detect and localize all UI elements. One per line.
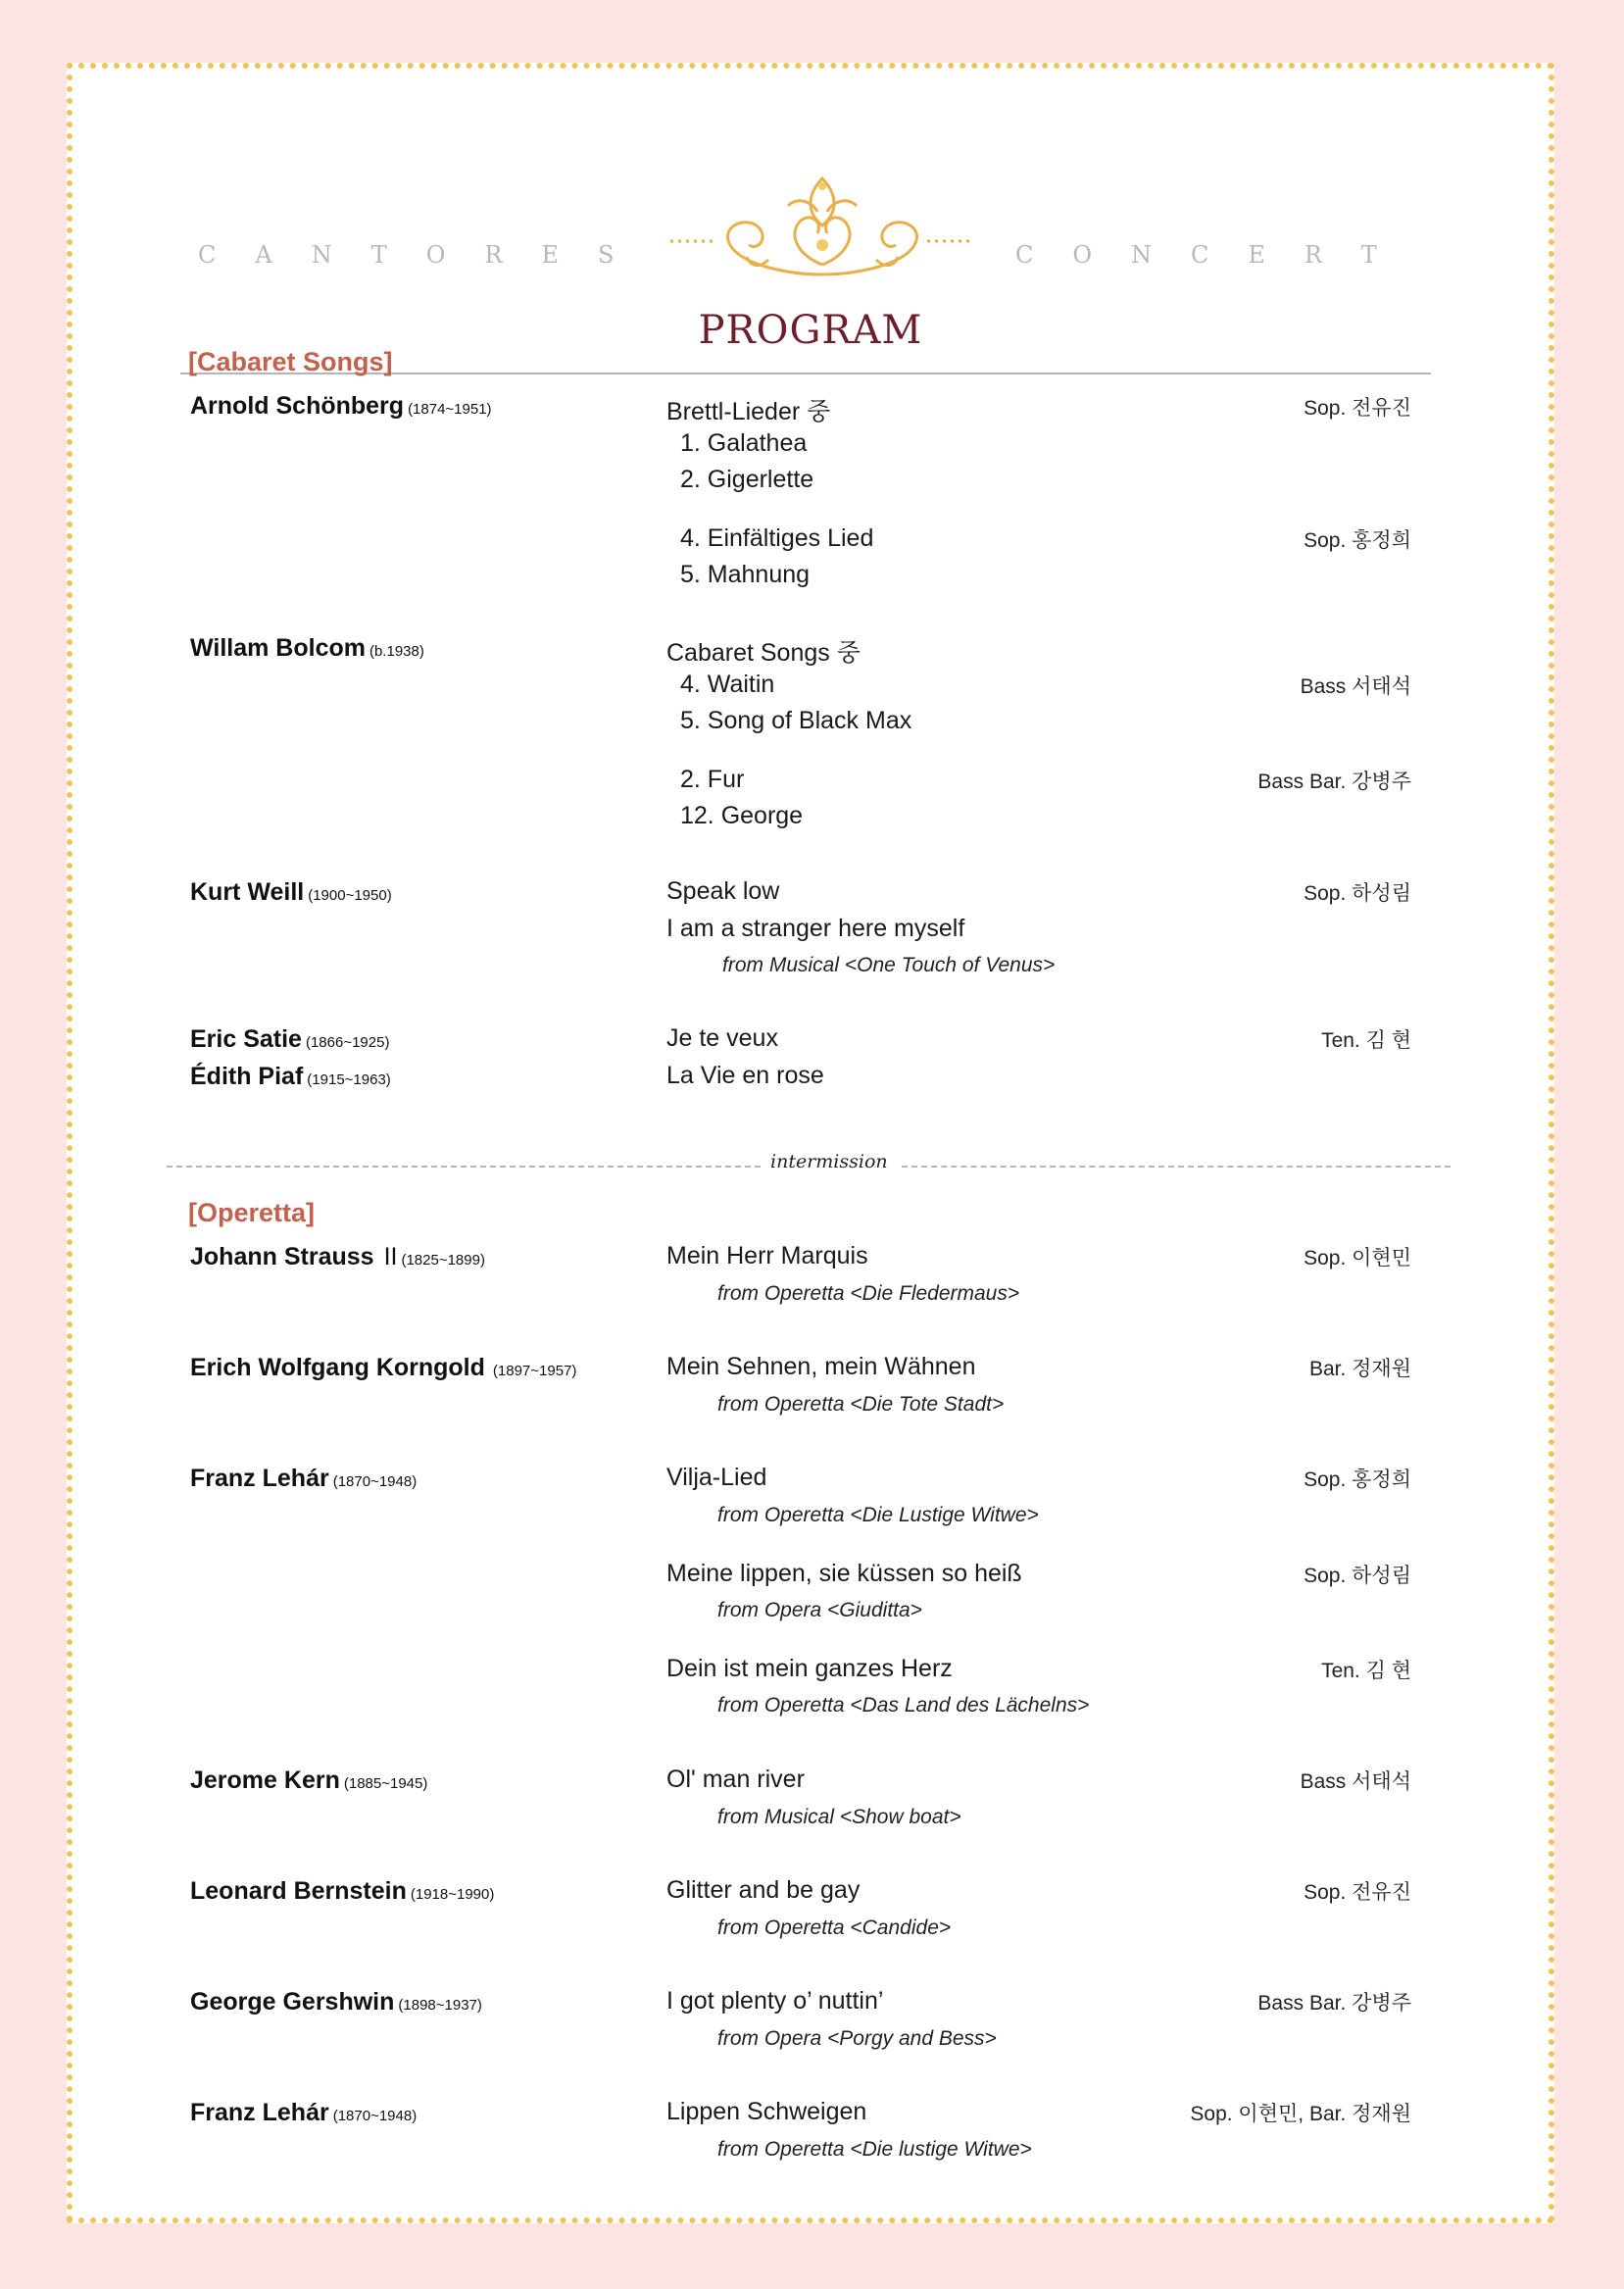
- composer: Franz Lehár (1870~1948): [190, 1465, 418, 1492]
- section-heading: [Cabaret Songs]: [188, 347, 393, 376]
- work-source: from Musical <Show boat>: [717, 1806, 961, 1828]
- song-item: 2. Fur: [680, 766, 745, 793]
- work-title: Lippen Schweigen: [666, 2098, 867, 2125]
- dashed-rule: [902, 1166, 1451, 1168]
- performer: Sop. 홍정희: [1304, 529, 1411, 552]
- work-source: from Operetta <Das Land des Lächelns>: [717, 1694, 1090, 1717]
- performer: Sop. 이현민, Bar. 정재원: [1190, 2103, 1411, 2125]
- composer: Willam Bolcom (b.1938): [190, 634, 424, 662]
- work-source: from Musical <One Touch of Venus>: [722, 954, 1056, 976]
- performer: Bass 서태석: [1300, 675, 1411, 698]
- work-source: from Opera <Porgy and Bess>: [717, 2027, 997, 2050]
- song-item: 4. Einfältiges Lied: [680, 524, 874, 552]
- intermission-divider: [167, 1151, 1451, 1180]
- composer: Jerome Kern (1885~1945): [190, 1767, 428, 1794]
- song-item: 12. George: [680, 802, 804, 829]
- performer: Ten. 김 현: [1321, 1029, 1411, 1052]
- work-source: from Opera <Giuditta>: [717, 1599, 922, 1621]
- work-title: Meine lippen, sie küssen so heiß: [666, 1560, 1022, 1587]
- song-item: 1. Galathea: [680, 429, 808, 457]
- work-title: Speak low: [666, 877, 780, 905]
- composer: Johann Strauss II (1825~1899): [190, 1243, 485, 1270]
- song-item: 2. Gigerlette: [680, 466, 814, 493]
- work-source: from Operetta <Die Lustige Witwe>: [717, 1504, 1039, 1526]
- work-source: from Operetta <Die Fledermaus>: [717, 1282, 1020, 1305]
- intermission-label: intermission: [770, 1151, 888, 1172]
- composer: Kurt Weill (1900~1950): [190, 878, 392, 906]
- performer: Bass 서태석: [1300, 1770, 1411, 1793]
- work-title: Dein ist mein ganzes Herz: [666, 1655, 953, 1682]
- header-right-word: CONCERT: [1015, 241, 1416, 269]
- song-item: 4. Waitin: [680, 671, 775, 698]
- performer: Bass Bar. 강병주: [1257, 771, 1411, 793]
- song-item: 5. Mahnung: [680, 561, 811, 588]
- work-title: La Vie en rose: [666, 1062, 824, 1089]
- performer: Sop. 하성림: [1304, 882, 1411, 905]
- performer: Sop. 이현민: [1304, 1247, 1411, 1269]
- work-title: Ol' man river: [666, 1766, 805, 1793]
- work-title: I am a stranger here myself: [666, 915, 965, 942]
- composer: Erich Wolfgang Korngold (1897~1957): [190, 1354, 577, 1381]
- performer: Ten. 김 현: [1321, 1660, 1411, 1682]
- performer: Bar. 정재원: [1308, 1358, 1411, 1380]
- work-title: Mein Herr Marquis: [666, 1242, 868, 1269]
- program-page: [67, 63, 1554, 2223]
- song-item: 5. Song of Black Max: [680, 707, 912, 734]
- composer: George Gershwin (1898~1937): [190, 1988, 482, 2015]
- work-title: Brettl-Lieder 중: [666, 398, 831, 425]
- composer: Arnold Schönberg (1874~1951): [190, 392, 492, 420]
- work-source: from Operetta <Candide>: [717, 1916, 952, 1939]
- performer: Sop. 전유진: [1304, 397, 1411, 420]
- performer: Sop. 홍정희: [1304, 1468, 1411, 1491]
- work-title: Glitter and be gay: [666, 1876, 861, 1904]
- composer: Franz Lehár (1870~1948): [190, 2099, 418, 2126]
- work-source: from Operetta <Die lustige Witwe>: [717, 2138, 1032, 2161]
- ornament-icon: [670, 167, 974, 294]
- work-title: Je te veux: [666, 1024, 778, 1052]
- header-left-word: CANTORES: [198, 241, 654, 269]
- composer: Leonard Bernstein (1918~1990): [190, 1877, 495, 1905]
- work-title: Cabaret Songs 중: [666, 639, 861, 667]
- work-title: Vilja-Lied: [666, 1464, 767, 1491]
- section-heading: [Operetta]: [188, 1198, 316, 1227]
- header: [73, 167, 1549, 284]
- composer: Édith Piaf (1915~1963): [190, 1063, 391, 1090]
- work-title: I got plenty o’ nuttin’: [666, 1987, 884, 2015]
- performer: Bass Bar. 강병주: [1257, 1992, 1411, 2015]
- dashed-rule: [167, 1166, 761, 1168]
- performer: Sop. 하성림: [1304, 1565, 1411, 1587]
- work-source: from Operetta <Die Tote Stadt>: [717, 1393, 1005, 1416]
- work-title: Mein Sehnen, mein Wähnen: [666, 1353, 976, 1380]
- composer: Eric Satie (1866~1925): [190, 1025, 390, 1053]
- page-title: PROGRAM: [698, 308, 923, 353]
- performer: Sop. 전유진: [1304, 1881, 1411, 1904]
